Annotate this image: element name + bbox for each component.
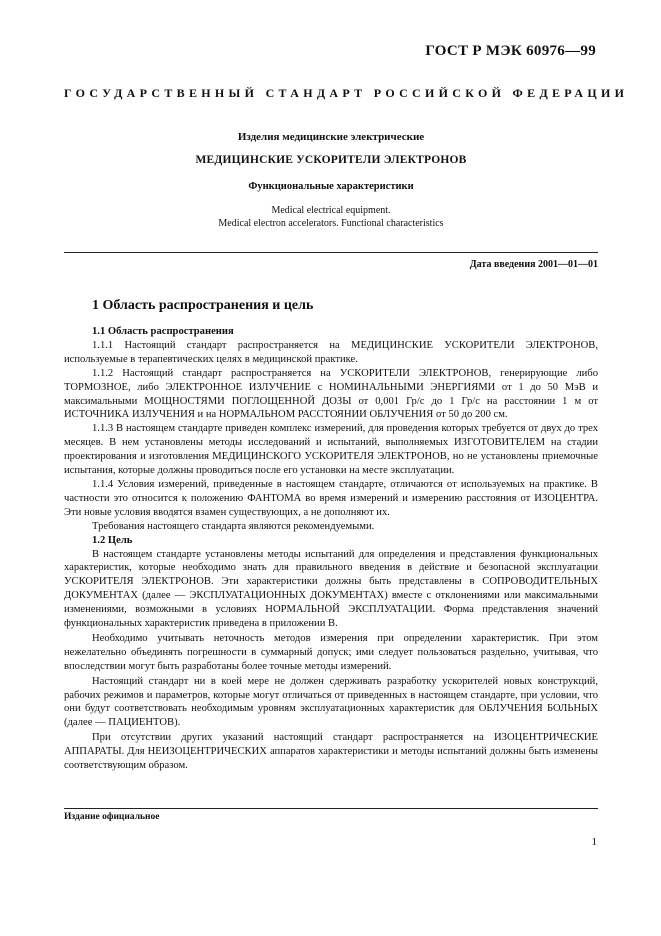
paragraph-requirements: Требования настоящего стандарта являются рекомендуемыми. xyxy=(92,520,375,532)
title-line-3: Функциональные характеристики xyxy=(248,181,414,192)
official-edition-label: Издание официальное xyxy=(64,812,160,822)
paragraph-1-2-b: Необходимо учитывать неточность методов измерения при определении характеристик. При этом нежелательно объединять погрешности в суммарный допуск; ими следует пользоваться раздельно, учитывая, что впоследствии могут быть разработаны более точные методы измерений. xyxy=(64,632,598,672)
paragraph-1-2-d: При отсутствии других указаний настоящий стандарт распространяется на ИЗОЦЕНТРИЧЕСКИЕ АППАРАТЫ. Для НЕИЗОЦЕНТРИЧЕСКИХ аппаратов характеристики и методы испытаний должны быть изменены соответствующим образом. xyxy=(64,732,598,772)
english-title-line-2: Medical electron accelerators. Functional characteristics xyxy=(218,218,444,229)
standard-code: ГОСТ Р МЭК 60976—99 xyxy=(425,43,596,59)
paragraph-1-1-2: 1.1.2 Настоящий стандарт распространяется на УСКОРИТЕЛИ ЭЛЕКТРОНОВ, генерирующие либо ТОРМОЗНОЕ, либо ЭЛЕКТРОННОЕ ИЗЛУЧЕНИЕ с НОМИНАЛЬНЫМИ ЭНЕРГИЯМИ от 1 до 50 МэВ и максимальными МОЩНОСТЯМИ ПОГЛОЩЕННОЙ ДОЗЫ от 0,001 Гр/с до 1 Гр/с на расстоянии 1 м от ИСТОЧНИКА ИЗЛУЧЕНИЯ и на НОРМАЛЬНОМ РАССТОЯНИИ ОБЛУЧЕНИЯ от 50 до 200 см. xyxy=(64,367,598,421)
paragraph-1-2-c: Настоящий стандарт ни в коей мере не должен сдерживать разработку ускорителей новых конструкций, рабочих режимов и параметров, которые могут отличаться от приведенных в настоящем стандарте, при условии, что они будут соответствовать необходимым уровням эксплуатационных характеристик для ОБЛУЧЕНИЯ БОЛЬНЫХ (далее — ПАЦИЕНТОВ). xyxy=(64,675,598,729)
page-number: 1 xyxy=(591,836,597,848)
government-standard-heading: ГОСУДАРСТВЕННЫЙ СТАНДАРТ РОССИЙСКОЙ ФЕДЕРАЦИИ xyxy=(64,86,629,100)
title-line-1: Изделия медицинские электрические xyxy=(237,131,425,143)
english-title xyxy=(64,204,598,230)
paragraph-1-2-a: В настоящем стандарте установлены методы испытаний для определения и представления функциональных характеристик, которые необходимо знать для правильного введения в действие и безопасной эксплуатации УСКОРИТЕЛЯ ЭЛЕКТРОНОВ. Эти характеристики должны быть представлены в СОПРОВОДИТЕЛЬНЫХ ДОКУМЕНТАХ (далее — ЭКСПЛУАТАЦИОННЫХ ДОКУМЕНТАХ) вместе с отклонениями или максимальными изменениями, возможными в условиях НОРМАЛЬНОЙ ЭКСПЛУАТАЦИИ. Форма представления значений функциональных характеристик приведена в приложении В. xyxy=(64,548,598,630)
header-divider xyxy=(64,252,598,253)
paragraph-1-1-4: 1.1.4 Условия измерений, приведенные в настоящем стандарте, отличаются от используемых на практике. В частности это относится к положению ФАНТОМА во время измерений и измерению расстояния от ИЗОЦЕНТРА. Эти новые условия вводятся взамен существующих, а не дополняют их. xyxy=(64,478,598,518)
effective-date: Дата введения 2001—01—01 xyxy=(469,259,598,270)
english-title-line-1: Medical electrical equipment. xyxy=(271,205,391,216)
footer-divider xyxy=(64,808,598,809)
paragraph-1-1-1: 1.1.1 Настоящий стандарт распространяется на МЕДИЦИНСКИЕ УСКОРИТЕЛИ ЭЛЕКТРОНОВ, используемые в терапевтических целях в медицинской практике. xyxy=(64,339,598,365)
document-title: МЕДИЦИНСКИЕ УСКОРИТЕЛИ ЭЛЕКТРОНОВ xyxy=(195,154,467,166)
section-title: 1 Область распространения и цель xyxy=(92,298,314,313)
paragraph-1-1-3: 1.1.3 В настоящем стандарте приведен комплекс измерений, для проведения которых требуется от двух до трех месяцев. В нем установлены методы исследований и испытаний, выполняемых ИЗГОТОВИТЕЛЕМ на стадии проектирования и изготовления МЕДИЦИНСКОГО УСКОРИТЕЛЯ ЭЛЕКТРОНОВ, но не установлены приемочные испытания, которые должны проводиться после его установки на месте эксплуатации. xyxy=(64,423,598,477)
subsection-heading-1-1: 1.1 Область распространения xyxy=(92,326,234,337)
section-body xyxy=(64,325,598,773)
subsection-heading-1-2: 1.2 Цель xyxy=(92,534,133,546)
